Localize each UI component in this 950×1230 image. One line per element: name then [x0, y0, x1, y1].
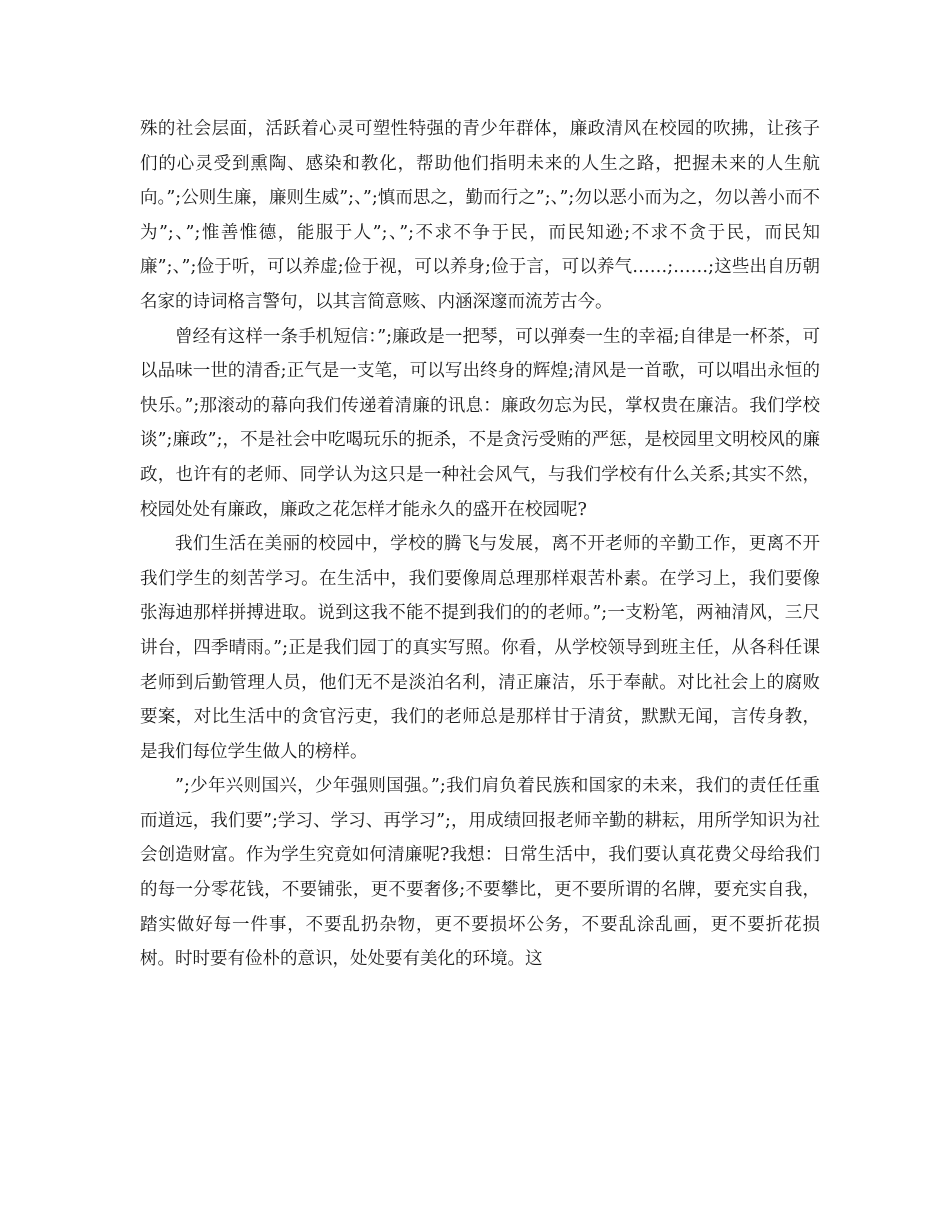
paragraph-3: 我们生活在美丽的校园中，学校的腾飞与发展，离不开老师的辛勤工作，更离不开我们学生的刻苦学习。在生活中，我们要像周总理那样艰苦朴素。在学习上，我们要像张海迪那样拼搏进取。说到这我不能不提到我们的的老师。”;一支粉笔，两袖清风，三尺讲台，四季晴雨。”;正是我们园丁的真实写照。你看，从学校领导到班主任，从各科任课老师到后勤管理人员，他们无不是淡泊名利，清正廉洁，乐于奉献。对比社会上的腐败要案，对比生活中的贪官污吏，我们的老师总是那样甘于清贫，默默无闻，言传身教，是我们每位学生做人的榜样。 — [140, 534, 820, 762]
paragraph-2: 曾经有这样一条手机短信：”;廉政是一把琴，可以弹奏一生的幸福;自律是一杯茶，可以品味一世的清香;正气是一支笔，可以写出终身的辉煌;清风是一首歌，可以唱出永恒的快乐。”;那滚动的幕向我们传递着清廉的讯息：廉政勿忘为民，掌权贵在廉洁。我们学校谈”;廉政”;，不是社会中吃喝玩乐的扼杀，不是贪污受贿的严惩，是校园里文明校风的廉政，也许有的老师、同学认为这只是一种社会风气，与我们学校有什么关系;其实不然，校园处处有廉政，廉政之花怎样才能永久的盛开在校园呢? — [140, 326, 820, 520]
paragraph-4: ”;少年兴则国兴，少年强则国强。”;我们肩负着民族和国家的未来，我们的责任任重而道远，我们要”;学习、学习、再学习”;，用成绩回报老师辛勤的耕耘，用所学知识为社会创造财富。作为学生究竟如何清廉呢?我想：日常生活中，我们要认真花费父母给我们的每一分零花钱，不要铺张，更不要奢侈;不要攀比，更不要所谓的名牌，要充实自我，踏实做好每一件事，不要乱扔杂物，更不要损坏公务，不要乱涂乱画，更不要折花损树。时时要有俭朴的意识，处处要有美化的环境。这 — [140, 776, 820, 970]
paragraph-1: 殊的社会层面，活跃着心灵可塑性特强的青少年群体，廉政清风在校园的吹拂，让孩子们的心灵受到熏陶、感染和教化，帮助他们指明未来的人生之路，把握未来的人生航向。”;公则生廉，廉则生威”;、”;慎而思之，勤而行之”;、”;勿以恶小而为之，勿以善小而不为”;、”;惟善惟德，能服于人”;、”;不求不争于民，而民知逊;不求不贪于民，而民知廉”;、”;俭于听，可以养虚;俭于视，可以养身;俭于言，可以养气……;……;这些出自历朝名家的诗词格言警句，以其言简意赅、内涵深邃而流芳古今。 — [140, 119, 820, 312]
document-body — [140, 112, 820, 977]
